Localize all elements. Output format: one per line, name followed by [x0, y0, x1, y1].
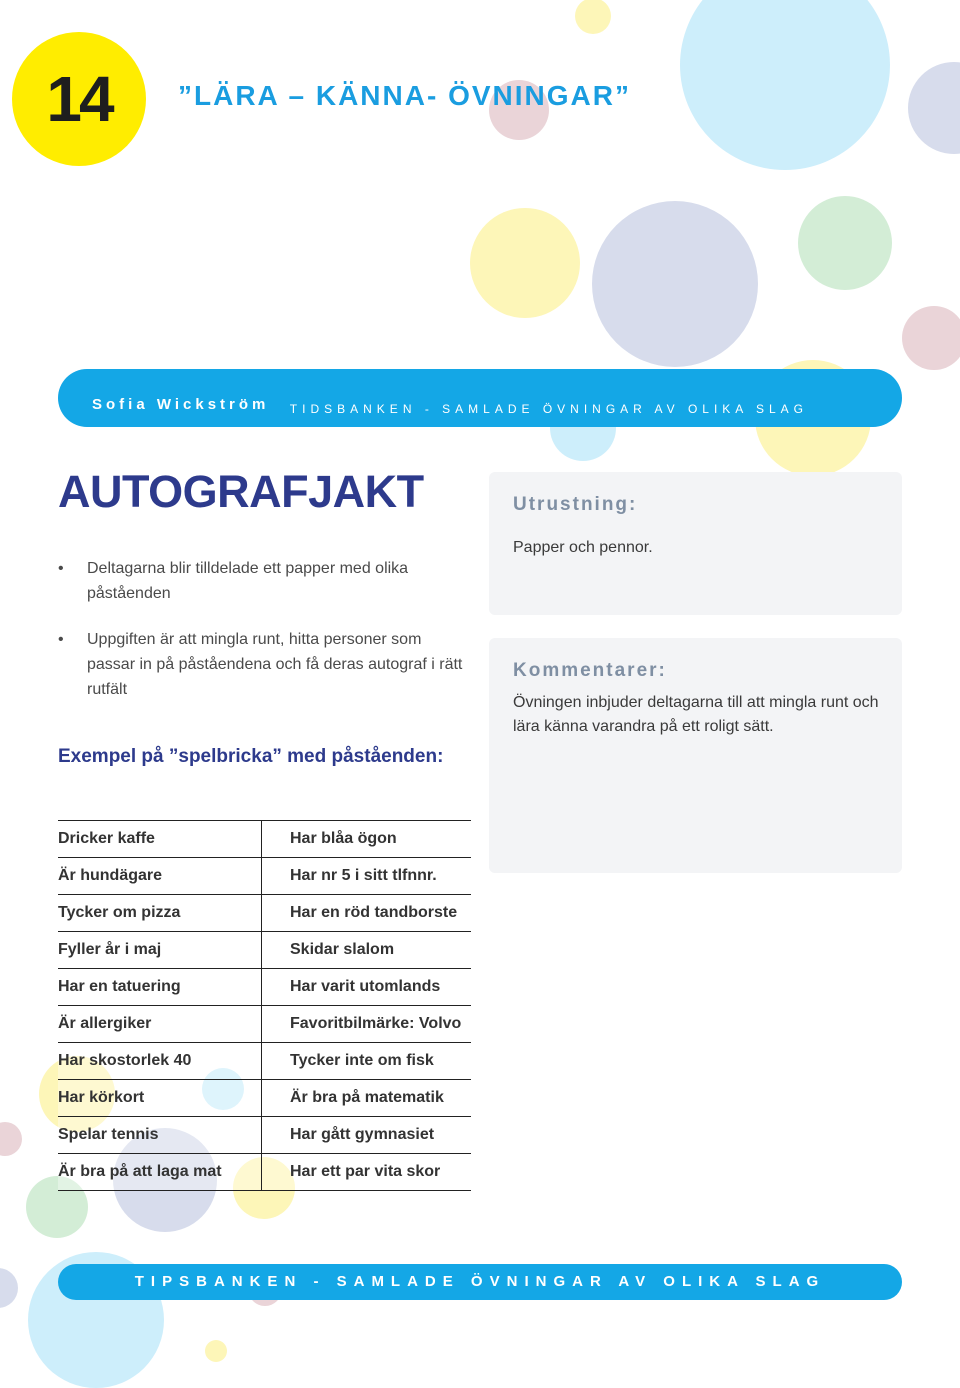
decor-circle [902, 306, 960, 370]
bingo-cell: Tycker inte om fisk [262, 1043, 470, 1079]
bingo-cell: Har blåa ögon [262, 821, 470, 857]
bingo-row [58, 1043, 471, 1080]
bingo-row [58, 858, 471, 895]
exercise-title: AUTOGRAFJAKT [58, 466, 424, 517]
decor-circle [908, 62, 960, 154]
bingo-cell: Har en tatuering [58, 969, 262, 1005]
bingo-cell: Har gått gymnasiet [262, 1117, 470, 1153]
instructions-list [58, 556, 468, 723]
author-name: Sofia Wickström [92, 396, 270, 413]
comments-box [489, 638, 902, 873]
bingo-cell: Har körkort [58, 1080, 262, 1116]
bingo-row [58, 1154, 471, 1191]
bingo-row [58, 821, 471, 858]
decor-circle [470, 208, 580, 318]
decor-circle [0, 1122, 22, 1156]
decor-circle [798, 196, 892, 290]
bingo-cell: Är bra på att laga mat [58, 1154, 262, 1190]
bingo-cell: Tycker om pizza [58, 895, 262, 931]
instruction-item [58, 627, 468, 702]
bingo-row [58, 1080, 471, 1117]
bingo-cell: Har skostorlek 40 [58, 1043, 262, 1079]
bingo-row [58, 1006, 471, 1043]
bingo-row [58, 969, 471, 1006]
bingo-row [58, 932, 471, 969]
instruction-item [58, 556, 468, 606]
footer-banner [58, 1264, 902, 1300]
equipment-label: Utrustning: [513, 494, 638, 515]
bingo-cell: Skidar slalom [262, 932, 470, 968]
series-title: TIDSBANKEN - SAMLADE ÖVNINGAR AV OLIKA SLAG [289, 402, 808, 416]
footer-text: TIPSBANKEN - SAMLADE ÖVNINGAR AV OLIKA SLAG [134, 1273, 826, 1290]
bingo-cell: Favoritbilmärke: Volvo [262, 1006, 470, 1042]
bingo-cell: Har ett par vita skor [262, 1154, 470, 1190]
bingo-cell: Spelar tennis [58, 1117, 262, 1153]
bingo-cell: Är allergiker [58, 1006, 262, 1042]
bullet-icon: • [58, 631, 64, 648]
page-number-badge [12, 32, 146, 166]
bingo-card [58, 820, 471, 1191]
bingo-cell: Har en röd tandborste [262, 895, 470, 931]
chapter-title: ”LÄRA – KÄNNA- ÖVNINGAR” [178, 80, 631, 111]
bingo-cell: Är hundägare [58, 858, 262, 894]
bingo-cell: Dricker kaffe [58, 821, 262, 857]
decor-circle [0, 1268, 18, 1308]
top-banner [58, 369, 902, 427]
equipment-box [489, 472, 902, 615]
bingo-cell: Har nr 5 i sitt tlfnnr. [262, 858, 470, 894]
bingo-cell: Fyller år i maj [58, 932, 262, 968]
decor-circle [592, 201, 758, 367]
comments-label: Kommentarer: [513, 660, 667, 681]
decor-circle [680, 0, 890, 170]
page-number: 14 [46, 63, 112, 135]
bingo-row [58, 1117, 471, 1154]
decor-circle [205, 1340, 227, 1362]
example-heading: Exempel på ”spelbricka” med påståenden: [58, 746, 444, 767]
bingo-cell: Är bra på matematik [262, 1080, 470, 1116]
instruction-text: Uppgiften är att mingla runt, hitta personer som passar in på påståendena och få deras autograf i rätt rutfält [87, 631, 463, 698]
bingo-cell: Har varit utomlands [262, 969, 470, 1005]
bingo-row [58, 895, 471, 932]
decor-circle [575, 0, 611, 34]
equipment-text: Papper och pennor. [513, 539, 653, 556]
bullet-icon: • [58, 560, 64, 577]
instruction-text: Deltagarna blir tilldelade ett papper med olika påståenden [87, 560, 409, 602]
comments-text: Övningen inbjuder deltagarna till att mingla runt och lära känna varandra på ett roligt sätt. [513, 694, 879, 735]
